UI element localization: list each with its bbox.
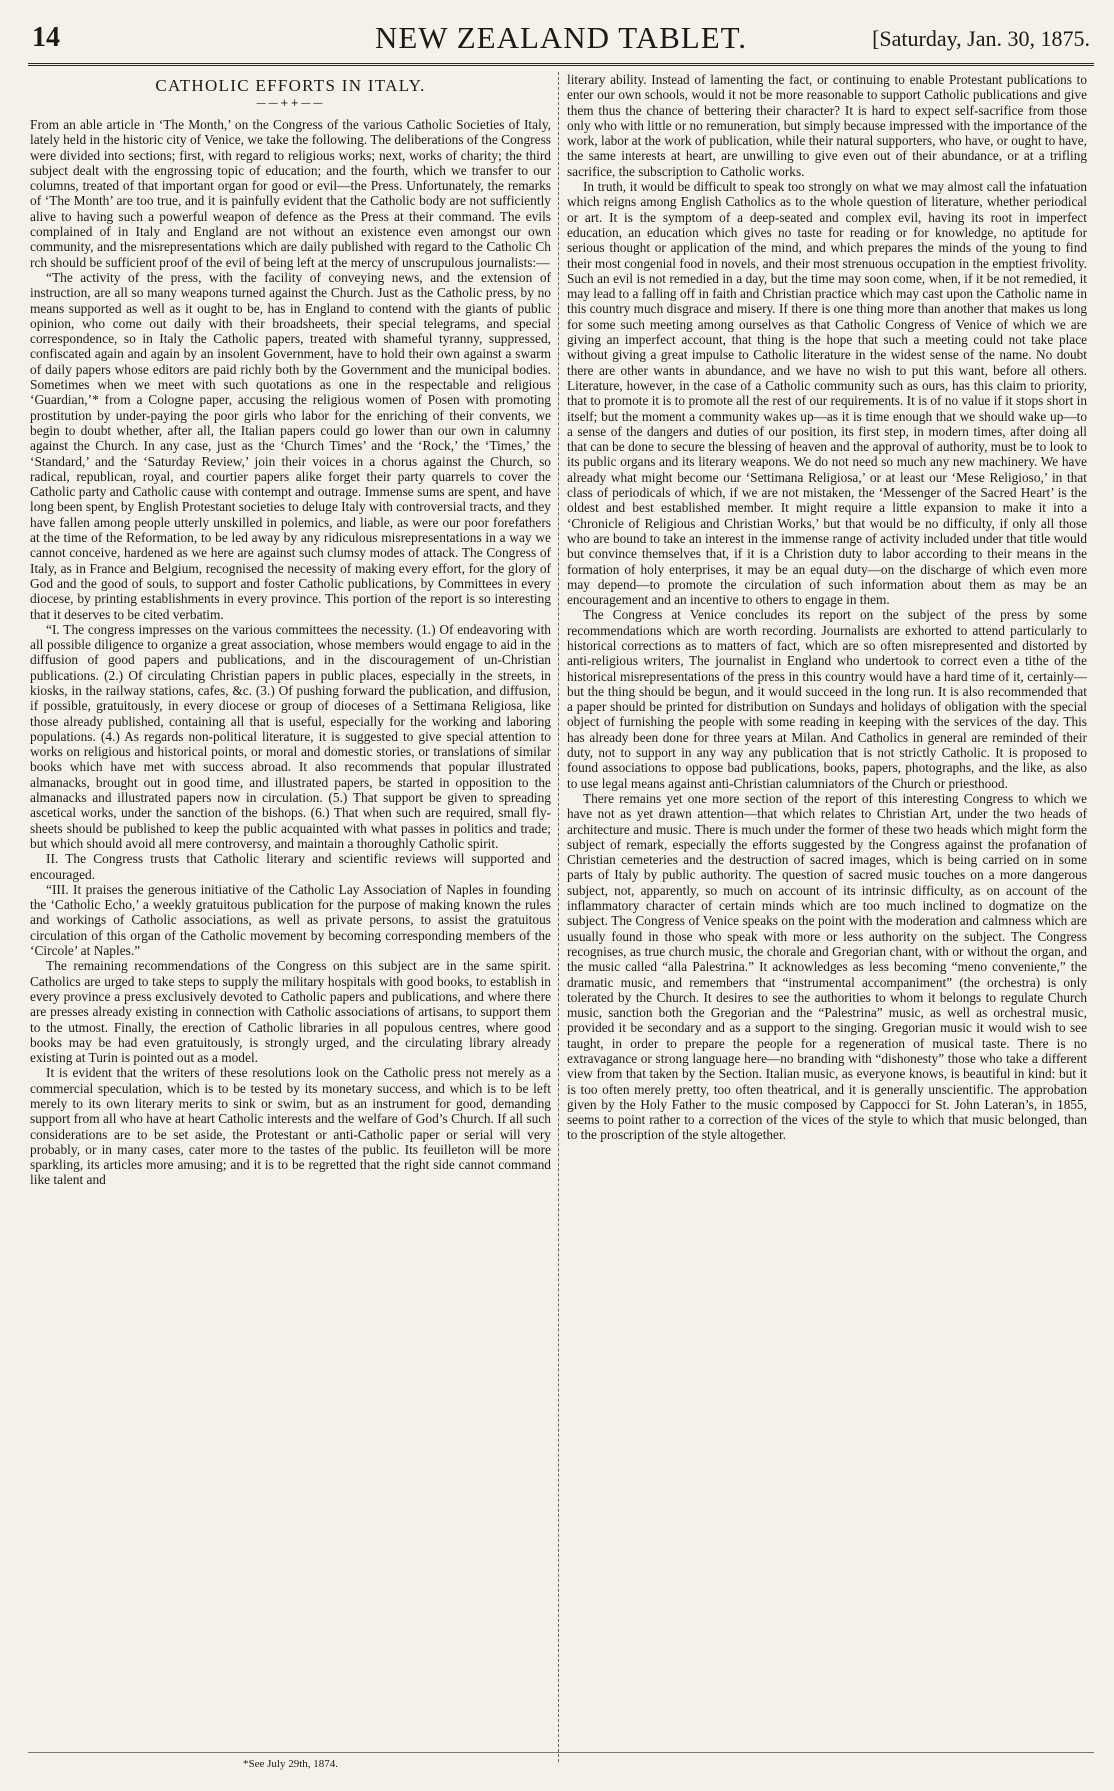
article-headline: CATHOLIC EFFORTS IN ITALY. (155, 76, 426, 95)
article-paragraph: The Congress at Venice concludes its report on the subject of the press by some recommendations which are worth recording. Journalists are exhorted to attend particularly to historical corrections as to matters of fact, which are so often misrepresented and distorted by anti-religious writers, The journalist in England who undertook to correct even a tithe of the historical misrepresentations of the press in this country would have a hard time of it, certainly—but the thing should be begun, and it would succeed in the long run. It is also recommended that a paper should be printed for distribution on Sundays and holidays of obligation with the special object of furnishing the people with some reading in keeping with the services of the day. This has already been done for three years at Milan. And Catholics in general are reminded of their duty, not to support in any way any publication that is not strictly Catholic. It is proposed to found associations to oppose bad publications, books, papers, photographs, and the like, as also to use legal means against anti-Christian calumniators of the Church or priesthood. (567, 607, 1087, 791)
article-paragraph: “III. It praises the generous initiative of the Catholic Lay Association of Naples in founding the ‘Catholic Echo,’ a weekly gratuitous publication for the purpose of making known the rules and workings of Catholic associations, as well as private persons, to assist the gratuitous circulation of this organ of the Catholic movement by becoming corresponding members of the ‘Circole’ at Naples.” (30, 881, 551, 959)
article-paragraph: “I. The congress impresses on the various committees the necessity. (1.) Of endeavoring with all possible diligence to organize a great association, whose members would engage to aid in the diffusion of good papers and publications, and in the discouragement of un-Christian publications. (2.) Of circulating Christian papers in public places, especially in the streets, in kiosks, in the railway stations, cafes, &c. (3.) Of pushing forward the publication, and diffusion, if possible, gratuitously, in every diocese or group of dioceses of a Settimana Religiosa, like those already published, containing all that is useful, especially for the working and laboring populations. (4.) As regards non-political literature, it is suggested to give special attention to works on religious and historical points, or moral and domestic stories, or translations of similar books which have met with success abroad. It also recommends that popular illustrated almanacks, brought out in good time, and illustrated papers, be started in opposition to the almanacks and illustrated papers now in circulation. (5.) That support be given to spreading ascetical works, under the sanction of the bishops. (6.) That when such are required, small fly-sheets should be published to keep the public acquainted with what passes in politics and trade; but which should avoid all mere controversy, and maintain a thoroughly Catholic spirit. (30, 621, 551, 851)
issue-date: [Saturday, Jan. 30, 1875. (872, 26, 1090, 51)
newspaper-title: NEW ZEALAND TABLET. (374, 20, 748, 55)
article-paragraph: There remains yet one more section of the report of this interesting Congress to which we have not as yet drawn attention—that which relates to Christian Art, under the two heads of architecture and music. There is much under the former of these two heads which might form the subject of remark, especially the efforts suggested by the Congress against the profanation of Christian cemeteries and the destruction of sacred images, which is being carried on in some parts of Italy by public authority. The question of sacred music touches on a more dangerous subject, not, apparently, so much on account of its intrinsic difficulty, as on account of the inflammatory character of certain minds which are too much inclined to dogmatize on the subject. The Congress of Venice speaks on the point with the moderation and calmness which are usually found in those who speak with more or less authority on the subject. The Congress recognises, as true church music, the chorale and Gregorian chant, with or without the organ, and the music called “alla Palestrina.” It acknowledges as less becoming “meno conveniente,” the dramatic music, and remembers that “instrumental accompaniment” (the orchestra) is only tolerated by the Church. It desires to see the authorities to whom it belongs to regulate Church music, sanction both the Gregorian and the “Palestrina” music, as well as orchestral music, provided it be secondary and as a support to the singing. Gregorian music it would wish to see taught, in order to prepare the people for a regeneration of musical taste. There is no extravagance or strong language here—no branding with “dishonesty” those who take a different view from that taken by the Section. Italian music, as everyone knows, is beautiful in kind: but it is too often merely pretty, too often theatrical, and it is generally unscientific. The approbation given by the Holy Father to the music composed by Cappocci for St. John Lateran’s, in 1855, seems to point rather to a correction of the vices of the style to which that music belonged, than to the proscription of the style altogether. (567, 790, 1087, 1143)
footer-rule (28, 1752, 1094, 1753)
article-paragraph: literary ability. Instead of lamenting the fact, or continuing to enable Protestant publications to enter our own schools, would it not be more reasonable to support Catholic publications and give them thus the chance of bettering their character? It is hard to expect self-sacrifice from those only who with little or no remuneration, but simply because impressed with the importance of the work, labor at the work of publication, while their natural supporters, who have, or ought to have, the same interests at heart, are unwilling to give even out of their abundance, or at a trifling sacrifice, the subscription to Catholic works. (567, 72, 1087, 179)
headline-ornament: ——++—— (256, 98, 325, 109)
page-number: 14 (32, 22, 60, 53)
article-paragraph: In truth, it would be difficult to speak too strongly on what we may almost call the infatuation which reigns among English Catholics as to the whole question of literature, whether periodical or art. It is the symptom of a deep-seated and complex evil, having its root in imperfect education, an education which gives no taste for reading or for knowledge, no aptitude for serious thought or application of the mind, and which prepares the minds of the young to find their most congenial food in novels, and their most strenuous occupation in the emptiest frivolity. Such an evil is not remedied in a day, but the time may soon come, when, if it be not remedied, it may lead to a falling off in faith and Christian practice which may cast upon the Catholic name in this country much disgrace and misery. If there is one thing more than another that makes us long for some such meeting among ourselves as that Catholic Congress of Venice of which we are giving an imperfect account, that thing is the hope that such a meeting could not take place without giving a great impulse to Catholic literature in the widest sense of the name. No doubt there are other wants in abundance, and we have no wish to put this want, before all others. Literature, however, in the case of a Catholic community such as ours, has this claim to priority, that to promote it is to promote all the rest of our requirements. It is of no value if it stops short in itself; but the moment a community wakes up—as it is time enough that we should wake up—to a sense of the dangers and duties of our position, its first step, in modern times, after doing all that can be done to secure the blessing of heaven and the approval of authority, must be to look to its public organs and its literary weapons. We do not need so much any new machinery. We have already what might become our ‘Settimana Religiosa,’ or at least our ‘Mese Religioso,’ in that class of periodicals of which, if we are not mistaken, the ‘Messenger of the Sacred Heart’ is the oldest and best established member. It might require a little expansion to make it into a ‘Chronicle of Religious and Christian Works,’ but that would be no difficulty, if only all those who are bound to take an interest in the immense range of activity included under that title would but convince themselves that, if it is a Christion duty to labor according to their means in the formation of holy enterprises, it may be an equal duty—on the discharge of which even more may depend—to promote the circulation of such information about them as may be an encouragement and an incentive to others to engage in them. (567, 179, 1087, 608)
article-paragraph: “The activity of the press, with the facility of conveying news, and the extension of instruction, are all so many weapons turned against the Church. Just as the Catholic press, by no means supported as well as it ought to be, has in England to contend with the giants of public opinion, who come out daily with their broadsheets, their special telegrams, and special correspondence, so in Italy the Catholic papers, treated with shameful tyranny, suppressed, confiscated again and again by an insolent Government, have to hold their own against a swarm of daily papers whose editors are paid richly both by the Government and the municipal bodies. Sometimes when we meet with such quotations as one in the respectable and religious ‘Guardian,’* from a Cologne paper, accusing the religious women of Posen with promoting prostitution by under-paying the poor girls who labor for the enriching of their convents, we begin to doubt whether, after all, the Italian papers could go lower than our own in calumny against the Church. In any case, just as the ‘Church Times’ and the ‘Rock,’ the ‘Times,’ the ‘Standard,’ and the ‘Saturday Review,’ join their voices in a chorus against the Church, so radical, republican, royal, and courtier papers alike forget their party quarrels to cover the Catholic party and Catholic cause with contempt and outrage. Immense sums are spent, and have long been spent, by English Protestant societies to deluge Italy with controversial tracts, and they have fallen among people utterly unskilled in polemics, and liable, as were our poor forefathers at the time of the Reformation, to be led away by any ridiculous misrepresentations in a way we cannot conceive, hardened as we here are against such clumsy modes of attack. The Congress of Italy, as in France and Belgium, recognised the necessity of making every effort, for the glory of God and the good of souls, to support and foster Catholic publications, by Committees in every diocese, by printing establishments in every province. This portion of the report is so interesting that it deserves to be cited verbatim. (30, 269, 551, 622)
masthead (28, 16, 1094, 66)
left-column (30, 72, 551, 1188)
article-paragraph: The remaining recommendations of the Congress on this subject are in the same spirit. Catholics are urged to take steps to supply the military hospitals with good books, to establish in every province a press exclusively devoted to Catholic papers and publications, and where there are presses already existing in connection with Catholic associations of artisans, to support them to the utmost. Finally, the erection of Catholic libraries in all populous centres, where good books may be had even gratuitously, is strongly urged, and the circulating library already existing at Turin is pointed out as a model. (30, 958, 551, 1066)
article-paragraph: II. The Congress trusts that Catholic literary and scientific reviews will supported and encouraged. (30, 851, 551, 882)
column-divider (558, 72, 559, 1762)
article-paragraph: It is evident that the writers of these resolutions look on the Catholic press not merely as a commercial speculation, which is to be tested by its monetary success, and which is to be left merely to its own literary merits to sink or swim, but as an instrument for good, demanding support from all who have at heart Catholic interests and the welfare of God’s Church. If all such considerations are to be set aside, the Protestant or anti-Catholic paper or serial will very probably, or in many cases, cater more to the tastes of the public. Its feuilleton will be more sparkling, its articles more amusing; and it is to be regretted that the right side cannot command like talent and (30, 1065, 551, 1188)
article-paragraph: From an able article in ‘The Month,’ on the Congress of the various Catholic Societies of Italy, lately held in the historic city of Venice, we take the following. The deliberations of the Congress were divided into sections; first, with regard to religious works; next, works of charity; the third subject dealt with the engrossing topic of education; and the fourth, which we transfer to our columns, treated of that important organ for good or evil—the Press. Unfortunately, the remarks of ‘The Month’ are too true, and it is painfully evident that the Catholic body are not sufficiently alive to having such a powerful weapon of defence as the Press at their command. The evils complained of in Italy and England are not without an existence even amongst our own community, and the misrepresentations which are daily published with regard to the Catholic Ch rch should be sufficient proof of the evil of being left at the mercy of unscrupulous journalists:— (30, 117, 551, 270)
footnote: *See July 29th, 1874. (242, 1758, 339, 1770)
right-column (567, 72, 1087, 1143)
